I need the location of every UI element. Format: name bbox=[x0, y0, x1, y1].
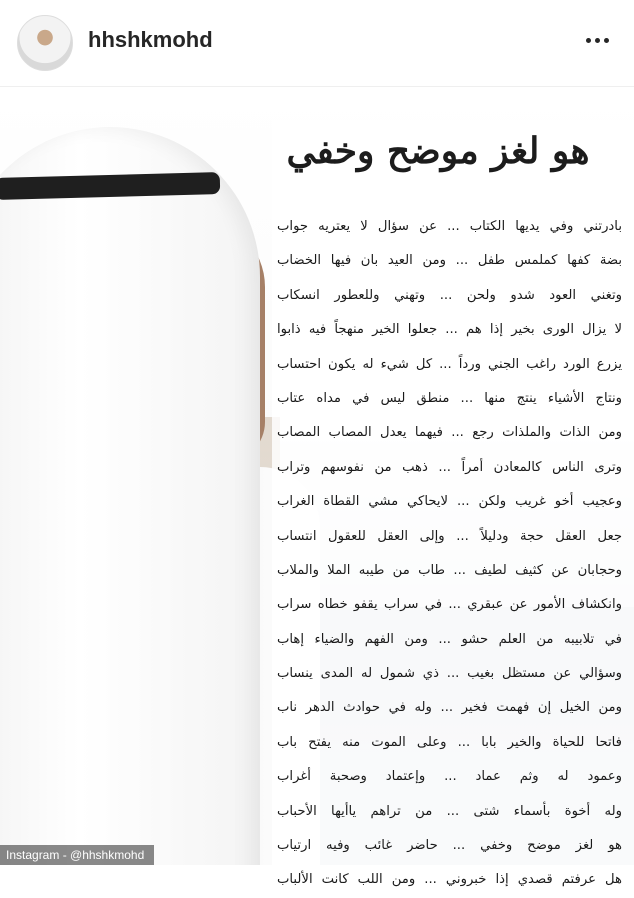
poem-verse: هو لغز موضح وخفي ... حاضر غائب وفيه ارتياب bbox=[277, 838, 622, 854]
poem-verse: لا يزال الورى بخير إذا هم ... جعلوا الخير منهجاً فيه ذابوا bbox=[277, 322, 622, 338]
poem-verse: وحجابان عن كثيف لطيف ... طاب من طيبه الملا والملاب bbox=[277, 562, 622, 578]
poem-verse: ومن الذات والملذات رجع ... فيهما يعدل المصاب المصاب bbox=[277, 425, 622, 441]
poem-verse: يزرع الورد راغب الجني ورداً ... كل شيء له يكون احتساب bbox=[277, 356, 622, 372]
poem-verse: فاتحا للحياة والخير بابا ... وعلى الموت منه يفتح باب bbox=[277, 734, 622, 750]
headdress bbox=[0, 127, 260, 865]
poem-body bbox=[277, 210, 622, 898]
poem-verse: هل عرفتم قصدي إذا خبروني ... ومن اللب كانت الألباب bbox=[277, 872, 622, 888]
more-options-icon[interactable] bbox=[582, 30, 612, 50]
poem-verse: بادرتني وفي يديها الكتاب ... عن سؤال لا يعتريه جواب bbox=[277, 219, 622, 234]
poem-verse: في تلابيبه من العلم حشو ... ومن الفهم والضياء إهاب bbox=[277, 631, 622, 647]
post-header bbox=[0, 0, 634, 87]
poem-verse: وانكشاف الأمور عن عبقري ... في سراب يقفو خطاه سراب bbox=[277, 597, 622, 613]
poem-verse: وعجيب أخو غريب ولكن ... لايحاكي مشي القطاة الغراب bbox=[277, 494, 622, 510]
poem-verse: وترى الناس كالمعادن أمراً ... ذهب من نفوسهم وتراب bbox=[277, 459, 622, 475]
poem-verse: بضة كفها كملمس طفل ... ومن العيد بان فيها الخضاب bbox=[277, 253, 622, 269]
poem-verse: ونتاج الأشياء ينتج منها ... منطق ليس في مداه عتاب bbox=[277, 390, 622, 406]
avatar[interactable] bbox=[17, 15, 73, 71]
poem-verse: جعل العقل حجة ودليلاً ... وإلى العقل للعقول انتساب bbox=[277, 528, 622, 544]
image-caption: Instagram - @hhshkmohd bbox=[0, 845, 154, 865]
poem-title: هو لغز موضح وخفي bbox=[286, 130, 590, 172]
poem-verse: وله أخوة بأسماء شتى ... من تراهم ياأيها الأحباب bbox=[277, 803, 622, 819]
username[interactable]: hhshkmohd bbox=[88, 27, 213, 52]
poem-verse: وعمود له وثم عماد ... وإعتماد وصحبة أغراب bbox=[277, 769, 622, 785]
poem-verse: وسؤالي عن مستظل بغيب ... ذي شمول له المدى ينساب bbox=[277, 666, 622, 682]
poem-verse: ومن الخيل إن فهمت فخير ... وله في حوادث الدهر ناب bbox=[277, 700, 622, 716]
poem-verse: وتغني العود شدو ولحن ... وتهني وللعطور انسكاب bbox=[277, 287, 622, 303]
